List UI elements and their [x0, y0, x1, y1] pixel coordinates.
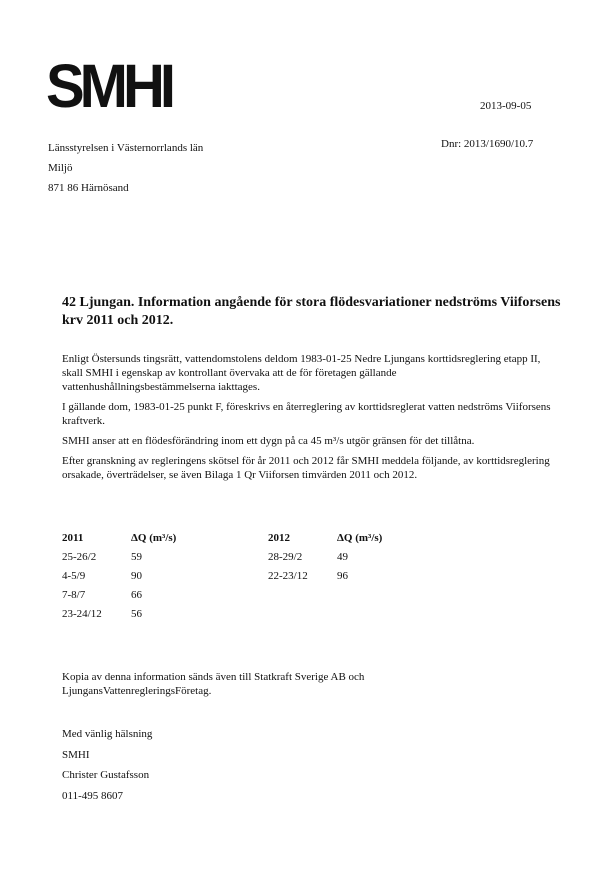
date-cell: 4-5/9 — [62, 570, 86, 582]
recipient-address — [48, 138, 203, 198]
table-header-row — [62, 529, 212, 548]
dq-cell: 56 — [131, 608, 142, 620]
letter-date: 2013-09-05 — [480, 100, 532, 112]
table-row — [268, 548, 418, 567]
recipient-line: 871 86 Härnösand — [48, 182, 129, 194]
table-header-row — [268, 529, 418, 548]
dq-cell: 90 — [131, 570, 142, 582]
copy-note: Kopia av denna information sänds även till Statkraft Sverige AB och LjungansVattenregleringsFöretag. — [62, 671, 365, 697]
dq-cell: 66 — [131, 589, 142, 601]
paragraph: Efter granskning av regleringens skötsel för år 2011 och 2012 får SMHI meddela följande, av korttidsreglering orsakade, överträdelser, se även Bilaga 1 Qr Viiforsen timvärden 2011 och 2012. — [62, 455, 550, 481]
sender-name: Christer Gustafsson — [62, 769, 150, 781]
subject-heading: 42 Ljungan. Information angående för stora flödesvariationer nedströms Viiforsens krv 2011 och 2012. — [62, 295, 561, 328]
recipient-line: Miljö — [48, 162, 73, 174]
letter-body — [62, 352, 552, 488]
violations-table-2011 — [62, 529, 212, 624]
paragraph: SMHI anser att en flödesförändring inom ett dygn på ca 45 m³/s utgör gränsen för det tillåtna. — [62, 435, 475, 447]
table-row — [62, 567, 212, 586]
paragraph: Enligt Östersunds tingsrätt, vattendomstolens deldom 1983-01-25 Nedre Ljungans korttidsreglering etapp II, skall SMHI i egenskap av kontrollant övervaka att de för företagen gällande vattenhushållningsbestämmelserna iakttages. — [62, 353, 541, 393]
signature-block — [62, 724, 152, 806]
reference-number: Dnr: 2013/1690/10.7 — [441, 138, 534, 150]
dq-header: ΔQ (m³/s) — [131, 532, 177, 544]
sender-phone: 011-495 8607 — [62, 789, 124, 802]
date-cell: 7-8/7 — [62, 589, 86, 601]
sender-org: SMHI — [62, 748, 90, 761]
date-cell: 23-24/12 — [62, 608, 102, 620]
paragraph: I gällande dom, 1983-01-25 punkt F, föreskrivs en återreglering av korttidsreglerat vatten nedströms Viiforsens kraftverk. — [62, 401, 551, 427]
table-row — [62, 605, 212, 624]
dq-cell: 49 — [337, 551, 348, 563]
dq-header: ΔQ (m³/s) — [337, 532, 383, 544]
table-row — [268, 567, 418, 586]
year-header: 2012 — [268, 532, 290, 544]
recipient-line: Länsstyrelsen i Västernorrlands län — [48, 142, 204, 154]
table-row — [62, 586, 212, 605]
date-cell: 25-26/2 — [62, 551, 97, 563]
dq-cell: 96 — [337, 570, 348, 582]
smhi-logo: SMHI — [46, 52, 171, 121]
table-row — [62, 548, 212, 567]
violations-table-2012 — [268, 529, 418, 586]
date-cell: 28-29/2 — [268, 551, 303, 563]
dq-cell: 59 — [131, 551, 142, 563]
greeting: Med vänlig hälsning — [62, 728, 153, 740]
year-header: 2011 — [62, 532, 84, 544]
date-cell: 22-23/12 — [268, 570, 308, 582]
